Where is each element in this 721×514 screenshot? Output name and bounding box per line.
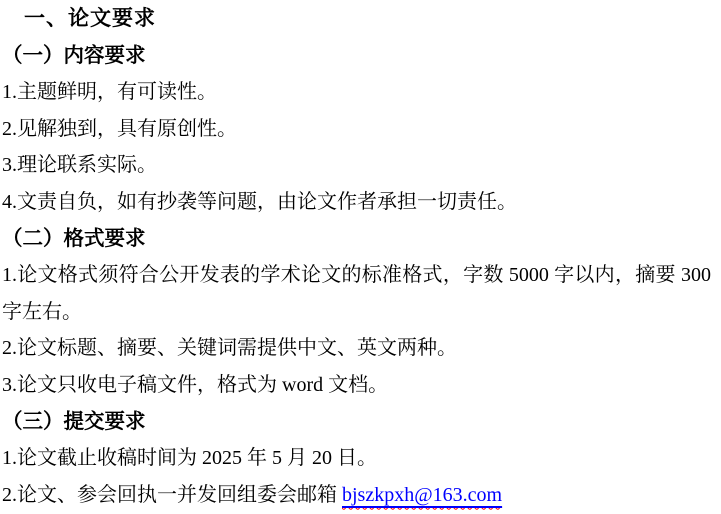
section-heading-format-requirements: （二）格式要求 <box>2 226 146 250</box>
list-item: 2.论文标题、摘要、关键词需提供中文、英文两种。 <box>2 337 457 360</box>
email-spellcheck-underline <box>342 484 502 506</box>
list-item: 1.论文格式须符合公开发表的学术论文的标准格式，字数 5000 字以内，摘要 300 字左右。 <box>2 264 711 323</box>
list-item <box>0 477 721 514</box>
list-item: 1.主题鲜明，有可读性。 <box>2 81 217 104</box>
section-heading-content-requirements: （一）内容要求 <box>2 43 146 67</box>
section-heading-submission-requirements: （三）提交要求 <box>2 409 146 433</box>
list-item: 2.见解独到，具有原创性。 <box>2 117 237 140</box>
email-link[interactable]: bjszkpxh@163.com <box>342 483 503 506</box>
list-item: 3.论文只收电子稿文件，格式为 word 文档。 <box>2 373 389 396</box>
list-item: 4.文责自负，如有抄袭等问题，由论文作者承担一切责任。 <box>2 190 517 213</box>
email-item-text: 2.论文、参会回执一并发回组委会邮箱 <box>2 483 337 506</box>
list-item: 3.理论联系实际。 <box>2 154 157 177</box>
list-item: 1.论文截止收稿时间为 2025 年 5 月 20 日。 <box>2 447 377 470</box>
page-title: 一、论文要求 <box>24 7 156 30</box>
